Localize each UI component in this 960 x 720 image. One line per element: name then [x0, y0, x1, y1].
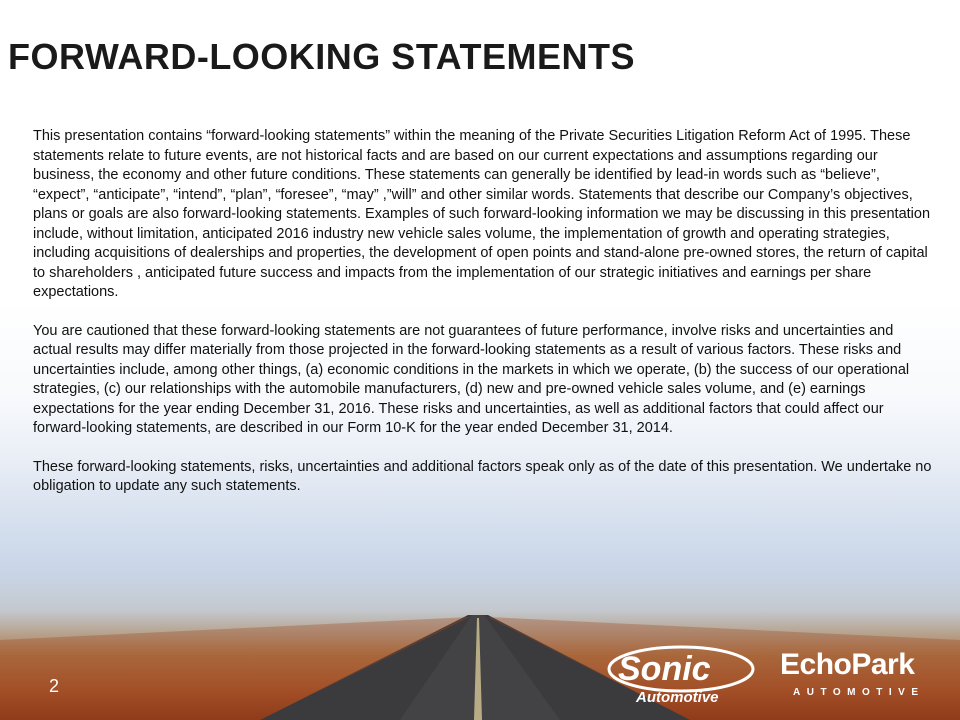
sonic-logo-sub: Automotive	[636, 689, 719, 706]
slide-title: FORWARD-LOOKING STATEMENTS	[8, 36, 635, 77]
page-number: 2	[49, 676, 60, 696]
sonic-logo-word: Sonic	[618, 650, 711, 688]
echopark-logo-word: EchoPark	[780, 648, 915, 681]
paragraph-forward-looking: This presentation contains “forward-looking statements” within the meaning of the Private Securities Litigation Reform Act of 1995. These statements relate to future events, are not historical facts and are based on our current expectations and assumptions regarding our business, the economy and other future conditions. These statements can generally be identified by lead-in words such as “believe”, “expect”, “anticipate”, “intend”, “plan”, “foresee”, “may” ,”will” and other similar words. Statements that describe our Company’s objectives, plans or goals are also forward-looking statements. Examples of such forward-looking information we may be discussing in this presentation include, without limitation, anticipated 2016 industry new vehicle sales volume, the implementation of growth and operating strategies, including acquisitions of dealerships and properties, the development of open points and stand-alone pre-owned stores, the return of capital to shareholders , anticipated future success and impacts from the implementation of our strategic initiatives and earnings per share expectations.	[33, 128, 931, 300]
echopark-automotive-logo	[780, 648, 940, 708]
paragraph-undertake: These forward-looking statements, risks, uncertainties and additional factors speak only as of the date of this presentation. We undertake no obligation to update any such statements.	[33, 458, 932, 494]
disclaimer-body	[33, 127, 933, 516]
echopark-logo-sub: AUTOMOTIVE	[793, 687, 925, 698]
sonic-automotive-logo	[606, 644, 756, 710]
paragraph-cautioned: You are cautioned that these forward-looking statements are not guarantees of future performance, involve risks and uncertainties and actual results may differ materially from those projected in the forward-looking statements as a result of various factors. These risks and uncertainties include, among other things, (a) economic conditions in the markets in which we operate, (b) the success of our operational strategies, (c) our relationships with the automobile manufacturers, (d) new and pre-owned vehicle sales volume, and (e) earnings expectations for the year ending December 31, 2016. These risks and uncertainties, as well as additional factors that could affect our forward-looking statements, are described in our Form 10-K for the year ended December 31, 2014.	[33, 322, 910, 436]
